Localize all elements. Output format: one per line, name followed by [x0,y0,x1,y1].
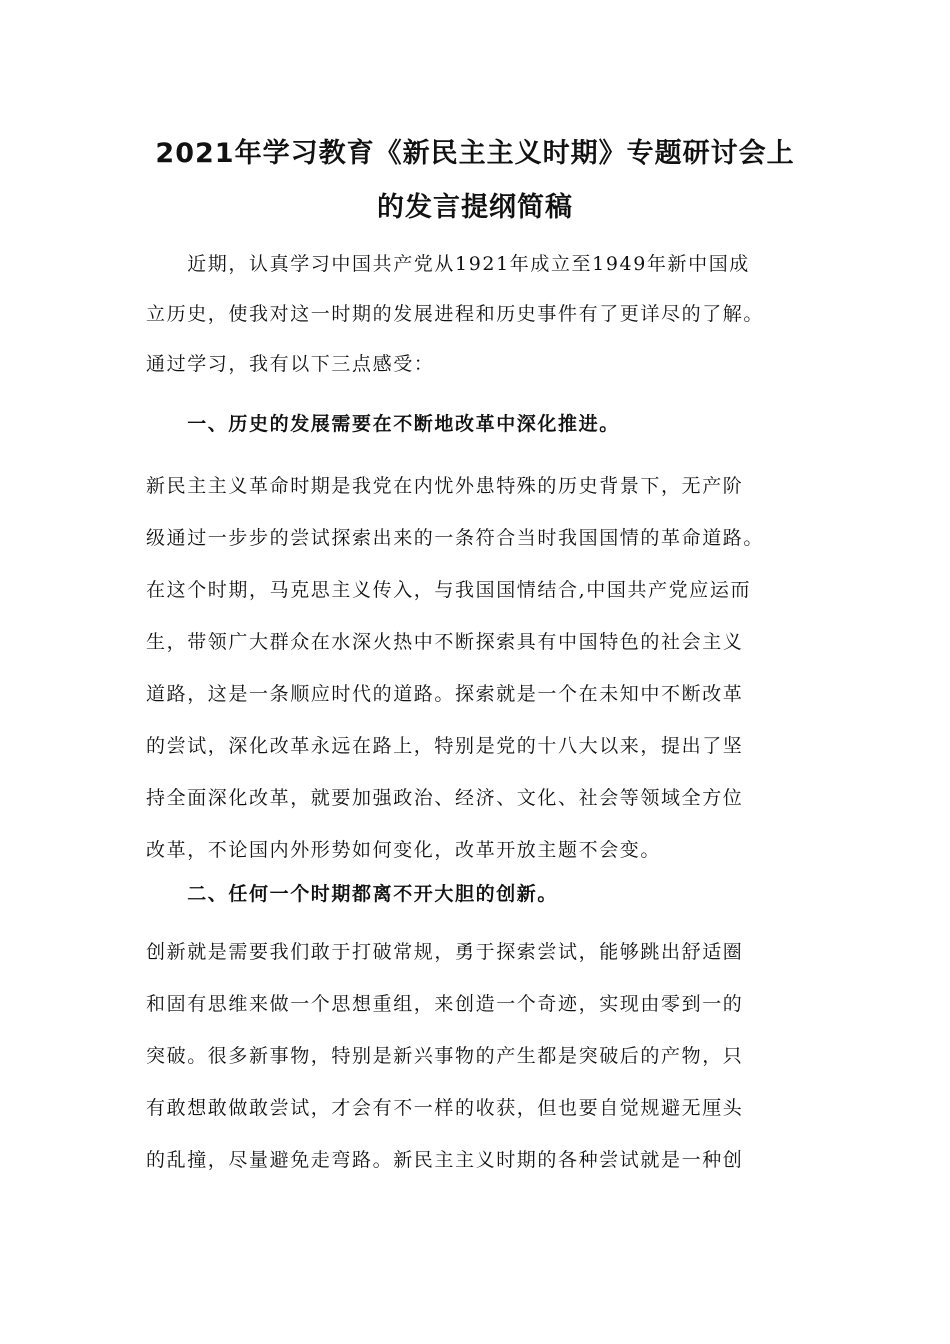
section-2-line: 突破。很多新事物，特别是新兴事物的产生都是突破后的产物，只 [146,1045,744,1067]
intro-line: 近期，认真学习中国共产党从1921年成立至1949年新中国成 [146,253,750,275]
section-2-heading: 二、任何一个时期都离不开大胆的创新。 [146,883,559,905]
document-title-line-2: 的发言提纲简稿 [377,192,573,223]
section-1-line: 级通过一步步的尝试探索出来的一条符合当时我国国情的革命道路。 [146,527,765,549]
section-1-line: 改革，不论国内外形势如何变化，改革开放主题不会变。 [146,839,662,861]
intro-line: 通过学习，我有以下三点感受： [146,353,435,375]
section-1-line: 持全面深化改革，就要加强政治、经济、文化、社会等领域全方位 [146,787,744,809]
section-1-line: 的尝试，深化改革永远在路上，特别是党的十八大以来，提出了坚 [146,735,744,757]
section-1-heading: 一、历史的发展需要在不断地改革中深化推进。 [146,413,620,435]
section-2-line: 的乱撞，尽量避免走弯路。新民主主义时期的各种尝试就是一种创 [146,1149,744,1171]
section-2-line: 和固有思维来做一个思想重组，来创造一个奇迹，实现由零到一的 [146,993,744,1015]
section-2-line: 创新就是需要我们敢于打破常规，勇于探索尝试，能够跳出舒适圈 [146,941,744,963]
section-2-line: 有敢想敢做敢尝试，才会有不一样的收获，但也要自觉规避无厘头 [146,1097,744,1119]
section-1-line: 生，带领广大群众在水深火热中不断探索具有中国特色的社会主义 [146,631,744,653]
document-title-line-1: 2021年学习教育《新民主主义时期》专题研讨会上 [155,138,795,169]
section-1-line: 新民主主义革命时期是我党在内忧外患特殊的历史背景下，无产阶 [146,475,744,497]
intro-line: 立历史，使我对这一时期的发展进程和历史事件有了更详尽的了解。 [146,303,765,325]
section-1-line: 道路，这是一条顺应时代的道路。探索就是一个在未知中不断改革 [146,683,744,705]
section-1-line: 在这个时期，马克思主义传入，与我国国情结合,中国共产党应运而 [146,579,752,601]
